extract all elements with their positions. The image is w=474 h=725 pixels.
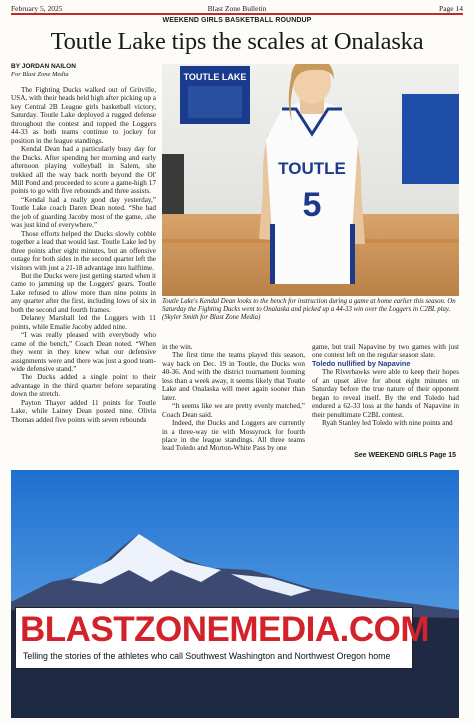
- article-column-2: [162, 343, 305, 453]
- paragraph: The first time the teams played this season, way back on Dec. 19 in Toutle, the Ducks won 40-36. And with the district tournament looming less than a week away, it seems likely that Toutle Lake and Onalaska will meet again sooner than later.: [162, 351, 305, 402]
- byline: BY JORDAN NAILON: [11, 63, 76, 70]
- paragraph: Indeed, the Ducks and Loggers are currently in a three-way tie with Mossyrock for fourth place in the league standings. All three teams lead Toledo and Morton-White Pass by one: [162, 419, 305, 453]
- paragraph: The Fighting Ducks walked out of Gritville, USA, with their heads held high after picking up a key Central 2B League girls basketball victory, Saturday. Toutle Lake deployed a rugged defense throughout the contest and topped the Loggers 44-33 as both teams continue to jockey for position in the league standings.: [11, 86, 156, 145]
- byline-outlet: For Blast Zone Media: [11, 71, 69, 78]
- page-number: Page 14: [439, 3, 463, 13]
- paragraph: Ryah Stanley led Toledo with nine points and: [322, 419, 453, 428]
- advertisement[interactable]: [11, 470, 459, 718]
- ad-banner[interactable]: [15, 607, 430, 669]
- paragraph: The Ducks added a single point to their advantage in the third quarter before separating down the stretch.: [11, 373, 156, 399]
- player-photo-illustration: [162, 64, 459, 296]
- article-column-3: [312, 343, 459, 428]
- paragraph: Those efforts helped the Ducks slowly cobble together a lead that would last. Toutle Lake led by three points after eight minutes, but an offensive outage for both sides in the second quarter left the visitors with just a 21-18 advantage into halftime.: [11, 229, 156, 272]
- continued-jump-link[interactable]: See WEEKEND GIRLS Page 15: [354, 452, 456, 459]
- paragraph: Delaney Marshall led the Loggers with 11 points, while Emalie Jacoby added nine.: [11, 314, 156, 331]
- jersey-number: 5: [302, 186, 322, 224]
- issue-date: February 5, 2025: [11, 3, 63, 13]
- paragraph: “It seems like we are pretty evenly matched,” Coach Dean said.: [162, 402, 305, 419]
- mountain-landscape-image: [11, 470, 459, 718]
- publication-name: Blast Zone Bulletin: [207, 3, 267, 13]
- header-rule: [11, 13, 463, 15]
- ad-tagline: Telling the stories of the athletes who call Southwest Washington and Northwest Oregon home: [23, 651, 391, 661]
- paragraph: game, but trail Napavine by two games with just one contest left on the regular season slate.: [312, 343, 459, 360]
- paragraph: “I was really pleased with everybody who came of the bench,” Coach Dean noted. “When they went in they knew what our defensive assignments were and there was just a good team-wide defensive stand.”: [11, 331, 156, 373]
- paragraph: But the Ducks were just getting started when it came to jamming up the Loggers' gears. Toutle Lake refused to allow more than nine points in any quarter after the first, including lows of six in both the second and fourth frames.: [11, 271, 156, 314]
- paragraph: The Riverhawks were able to keep their hopes of an upset alive for about eight minutes on Saturday before the true nature of their opponent began to reveal itself. By the end Toledo had endured a 62-33 loss at the hands of Napavine in their penultimate C2BL contest.: [312, 368, 459, 419]
- paragraph: “Kendal had a really good day yesterday,” Toutle Lake coach Daren Dean noted. “She had the job of guarding Jacoby most of the game, .she was just kind of everywhere.”: [11, 195, 156, 230]
- gym-banner-text: TOUTLE LAKE: [183, 72, 247, 82]
- feature-photo: [162, 64, 459, 296]
- paragraph: Payton Thayer added 11 points for Toutle Lake, while Lainey Dean posted nine. Olivia Thomas added five points with seven rebounds: [11, 398, 156, 424]
- photo-caption: Toutle Lake's Kendal Dean looks to the bench for instruction during a game at home earlier this season. On Saturday the Fighting Ducks went to Onalaska and picked up a 44-33 win over the Loggers in C2BL play. (Skyler Smith for Blast Zone Media): [162, 298, 456, 322]
- article-column-1: [11, 86, 156, 424]
- paragraph: Kendal Dean had a particularly busy day for the Ducks. After spending her morning and early afternoon playing volleyball in Salem, she trekked all the way back north beyond the Ol' Mill Pond and proceeded to score a game-high 17 points to go with five rebounds and three assists.: [11, 145, 156, 196]
- headline: Toutle Lake tips the scales at Onalaska: [50, 28, 424, 55]
- ad-title[interactable]: BLASTZONEMEDIA.COM: [20, 610, 430, 649]
- section-kicker: WEEKEND GIRLS BASKETBALL ROUNDUP: [162, 17, 312, 24]
- paragraph: in the win.: [162, 343, 193, 351]
- jersey-name: TOUTLE: [278, 159, 346, 178]
- page-header: [11, 3, 463, 13]
- section-subhead: Toledo nullified by Napavine: [312, 358, 411, 368]
